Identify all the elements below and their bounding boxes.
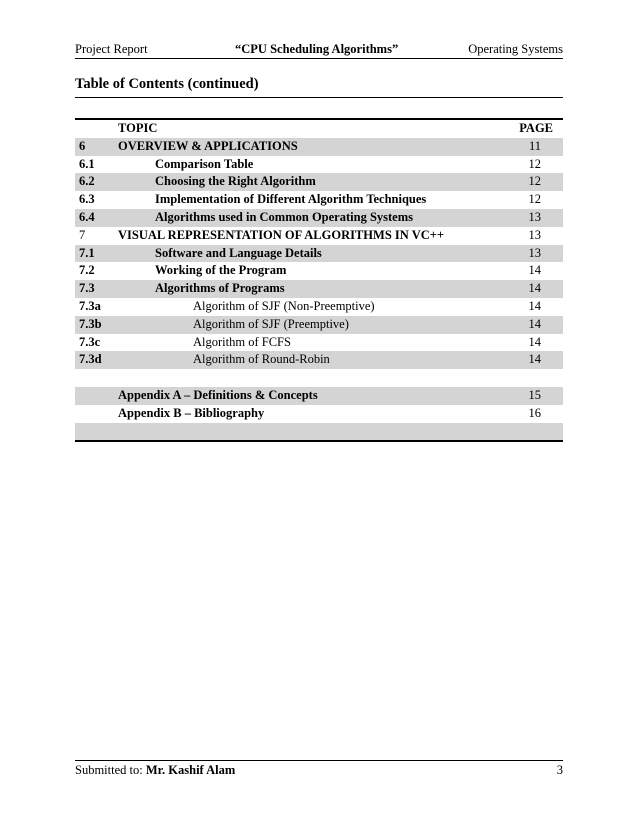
toc-row-page: 15 (528, 387, 541, 402)
toc-row-empty (75, 369, 563, 387)
toc-row-number: 7.3a (79, 298, 101, 313)
toc-row (75, 298, 563, 316)
toc-row-page: 12 (528, 174, 541, 189)
toc-row-title: Working of the Program (155, 263, 287, 278)
toc-row (75, 387, 563, 405)
toc-row-title: Algorithm of SJF (Non-Preemptive) (193, 298, 375, 313)
toc-row-page: 14 (528, 316, 541, 331)
page-title: Table of Contents (continued) (75, 76, 563, 98)
toc-row-title: Appendix B – Bibliography (118, 405, 265, 420)
toc-row (75, 334, 563, 352)
header-right: Operating Systems (468, 42, 563, 56)
page-number: 3 (556, 763, 563, 777)
toc-row-number: 6.2 (79, 174, 95, 189)
toc-row (75, 156, 563, 174)
toc-row (75, 191, 563, 209)
toc-row-title: Algorithms of Programs (155, 281, 285, 296)
toc-row-page: 14 (528, 352, 541, 367)
toc-row (75, 138, 563, 156)
page-footer (75, 760, 563, 783)
toc-row-title: Software and Language Details (155, 245, 322, 260)
toc-row-number: 7.3 (79, 281, 95, 296)
toc-row-page: 14 (528, 334, 541, 349)
toc-row-page: 13 (528, 209, 541, 224)
toc-row-title: Implementation of Different Algorithm Techniques (155, 192, 427, 207)
toc-row-page: 13 (528, 245, 541, 260)
toc-row-page: 12 (528, 156, 541, 171)
header-center: “CPU Scheduling Algorithms” (235, 42, 399, 56)
toc-row-page: 14 (528, 298, 541, 313)
toc-row (75, 262, 563, 280)
page-header (75, 42, 563, 59)
toc-row-title: Comparison Table (155, 156, 254, 171)
toc-row-number: 6.4 (79, 209, 95, 224)
toc-row-number: 7.3d (79, 352, 102, 367)
toc-row-title: OVERVIEW & APPLICATIONS (118, 138, 298, 153)
toc-row-title: Algorithm of FCFS (193, 334, 291, 349)
toc-row (75, 280, 563, 298)
toc-row (75, 405, 563, 423)
toc-row-page: 16 (528, 405, 541, 420)
toc-row-page: 11 (528, 138, 541, 153)
toc-row-title: Algorithm of SJF (Preemptive) (193, 316, 349, 331)
footer-submitted-to (75, 763, 235, 778)
toc-row-title: Appendix A – Definitions & Concepts (118, 387, 318, 402)
toc-row-number: 7 (79, 227, 86, 242)
footer-label: Submitted to: (75, 763, 146, 777)
toc-row-page: 14 (528, 263, 541, 278)
toc-row-number: 6.3 (79, 192, 95, 207)
toc-header-row (75, 120, 563, 138)
toc-header-page: PAGE (519, 121, 553, 135)
footer-name: Mr. Kashif Alam (145, 763, 236, 777)
header-left: Project Report (75, 42, 148, 56)
toc-row-number: 6 (79, 138, 86, 153)
toc-row-title: Algorithms used in Common Operating Systems (155, 209, 413, 224)
toc-header-topic: TOPIC (118, 121, 158, 135)
toc-row-title: Choosing the Right Algorithm (155, 174, 316, 189)
toc-row (75, 351, 563, 369)
toc-row-page: 14 (528, 281, 541, 296)
toc-row (75, 316, 563, 334)
toc-row-number: 7.3c (79, 334, 101, 349)
toc-row-number: 7.2 (79, 263, 95, 278)
toc-row-page: 12 (528, 192, 541, 207)
toc-row (75, 227, 563, 245)
toc-row (75, 173, 563, 191)
toc-row-number: 7.1 (79, 245, 95, 260)
toc-table (75, 118, 563, 442)
toc-row (75, 245, 563, 263)
toc-row-empty (75, 423, 563, 441)
toc-row-title: VISUAL REPRESENTATION OF ALGORITHMS IN VC++ (118, 227, 444, 242)
toc-row-number: 7.3b (79, 316, 102, 331)
toc-row-title: Algorithm of Round-Robin (193, 352, 330, 367)
toc-row-number: 6.1 (79, 156, 95, 171)
toc-row-page: 13 (528, 227, 541, 242)
toc-row (75, 209, 563, 227)
